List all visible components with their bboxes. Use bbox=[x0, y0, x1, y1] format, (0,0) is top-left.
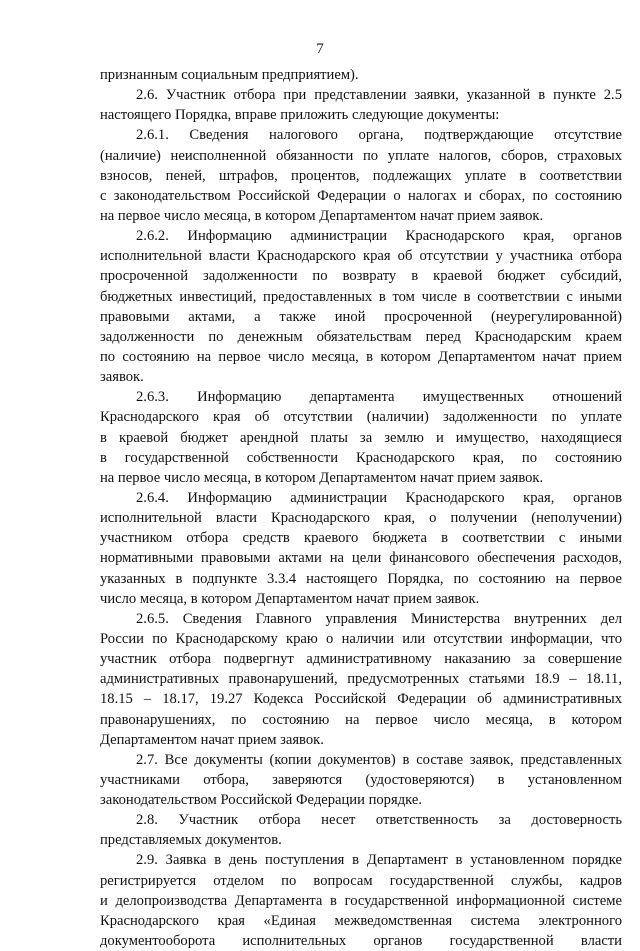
page-number: 7 bbox=[316, 41, 324, 57]
text-line: заявок. bbox=[100, 369, 144, 386]
text-line: 2.8. Участник отбора несет ответственность за достоверность bbox=[136, 812, 622, 829]
text-line: Краснодарского края «Единая межведомственная система электронного bbox=[100, 912, 622, 929]
text-line: просроченной задолженности по возврату в краевой бюджет субсидий, bbox=[100, 268, 622, 285]
text-line: 2.6.2. Информацию администрации Краснодарского края, органов bbox=[136, 228, 622, 245]
text-line: признанным социальным предприятием). bbox=[100, 67, 359, 83]
text-line: число месяца, в котором Департаментом начат прием заявок. bbox=[100, 590, 480, 607]
text-line: по состоянию на первое число месяца, в котором Департаментом начат прием bbox=[100, 348, 622, 365]
text-line: 2.7. Все документы (копии документов) в составе заявок, представленных bbox=[136, 751, 622, 768]
text-line: 2.6. Участник отбора при представлении заявки, указанной в пункте 2.5 bbox=[136, 87, 622, 104]
text-line: взносов, пеней, штрафов, процентов, подлежащих уплате в соответствии bbox=[100, 167, 622, 184]
text-line: 2.6.1. Сведения налогового органа, подтверждающие отсутствие bbox=[136, 127, 622, 144]
text-line: задолженности по денежным обязательствам перед Краснодарским краем bbox=[100, 328, 622, 345]
text-line: нормативными правовыми актами на цели финансового обеспечения расходов, bbox=[100, 550, 622, 567]
text-line: 2.6.3. Информацию департамента имущественных отношений bbox=[136, 389, 622, 406]
text-line: 2.6.4. Информацию администрации Краснодарского края, органов bbox=[136, 489, 622, 506]
text-line: России по Краснодарскому краю о наличии или отсутствии информации, что bbox=[100, 630, 622, 647]
text-line: административных правонарушений, предусмотренных статьями 18.9 – 18.11, bbox=[100, 671, 622, 688]
text-line: правовыми актами, а также иной просроченной (неурегулированной) bbox=[100, 308, 622, 325]
document-body bbox=[100, 65, 622, 951]
text-line: и делопроизводства Департамента в государственной информационной системе bbox=[100, 892, 622, 909]
text-line: исполнительной власти Краснодарского края, о получении (неполучении) bbox=[100, 510, 622, 527]
text-line: (наличие) неисполненной обязанности по уплате налогов, сборов, страховых bbox=[100, 147, 622, 164]
text-line: на первое число месяца, в котором Департаментом начат прием заявок. bbox=[100, 207, 544, 224]
text-line: на первое число месяца, в котором Департаментом начат прием заявок. bbox=[100, 469, 544, 486]
text-line: указанных в подпункте 3.3.4 настоящего Порядка, по состоянию на первое bbox=[100, 570, 622, 587]
text-line: с законодательством Российской Федерации о налогах и сборах, по состоянию bbox=[100, 187, 622, 204]
text-line: настоящего Порядка, вправе приложить следующие документы: bbox=[100, 107, 500, 124]
text-line: в государственной собственности Краснодарского края, по состоянию bbox=[100, 449, 622, 466]
text-line: документооборота исполнительных органов государственной власти bbox=[100, 933, 622, 950]
text-line: исполнительной власти Краснодарского края об отсутствии у участника отбора bbox=[100, 248, 622, 265]
text-line: участник отбора подвергнут административному наказанию за совершение bbox=[100, 651, 622, 668]
text-line: в краевой бюджет арендной платы за землю и имущество, находящиеся bbox=[100, 429, 622, 446]
text-line: Департаментом начат прием заявок. bbox=[100, 731, 324, 748]
text-line: 2.9. Заявка в день поступления в Департамент в установленном порядке bbox=[136, 852, 622, 869]
text-line: правонарушениях, по состоянию на первое число месяца, в котором bbox=[100, 711, 622, 728]
text-line: 18.15 – 18.17, 19.27 Кодекса Российской Федерации об административных bbox=[100, 691, 622, 708]
text-line: бюджетных инвестиций, предоставленных в том числе в соответствии с иными bbox=[100, 288, 622, 305]
text-line: законодательством Российской Федерации порядке. bbox=[100, 792, 422, 809]
text-line: Краснодарского края об отсутствии (наличии) задолженности по уплате bbox=[100, 409, 622, 426]
text-line: регистрируется отделом по вопросам государственной службы, кадров bbox=[100, 872, 622, 889]
text-line: представляемых документов. bbox=[100, 832, 282, 849]
text-line: участниками отбора, заверяются (удостоверяются) в установленном bbox=[100, 771, 622, 788]
text-line: участником отбора средств краевого бюджета в соответствии с иными bbox=[100, 530, 622, 547]
text-line: 2.6.5. Сведения Главного управления Министерства внутренних дел bbox=[136, 610, 622, 627]
